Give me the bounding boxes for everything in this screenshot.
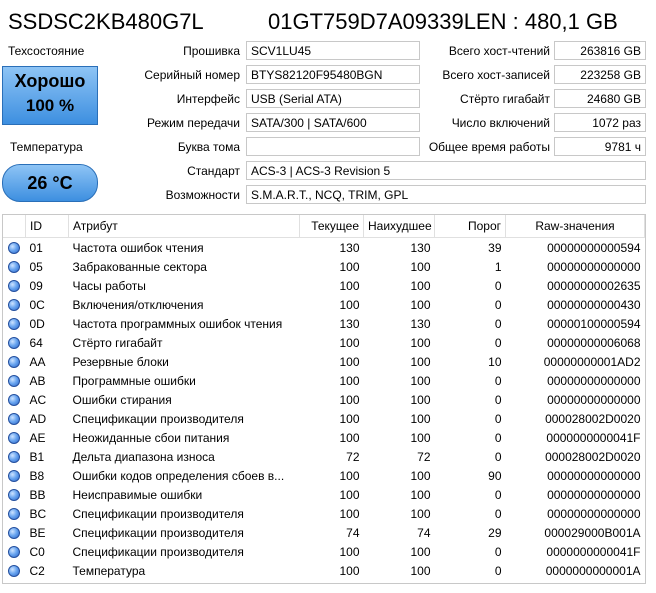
table-row[interactable]	[3, 428, 645, 447]
cell-id: 0D	[29, 316, 45, 331]
cell-id: AB	[29, 373, 46, 388]
cell-threshold: 29	[488, 525, 502, 540]
power-hours-label: Общее время работы	[428, 140, 550, 154]
cell-worst: 100	[410, 354, 431, 369]
table-row[interactable]	[3, 390, 645, 409]
status-dot-icon	[8, 280, 20, 292]
cell-id: C2	[29, 563, 45, 578]
host-writes-label: Всего хост-записей	[442, 68, 550, 82]
host-writes-field: 223258 GB	[554, 65, 646, 84]
cell-id: C0	[29, 544, 45, 559]
firmware-field: SCV1LU45	[246, 41, 420, 60]
cell-attribute: Спецификации производителя	[72, 411, 244, 426]
cell-current: 100	[339, 506, 360, 521]
cell-current: 100	[339, 411, 360, 426]
cell-worst: 100	[410, 487, 431, 502]
status-dot-icon	[8, 337, 20, 349]
cell-id: 01	[29, 240, 43, 255]
cell-raw-value: 0000000000001A	[545, 563, 641, 578]
status-cell	[3, 504, 26, 523]
cell-raw-value: 00000000002635	[547, 278, 641, 293]
cell-current: 100	[339, 373, 360, 388]
table-row[interactable]	[3, 276, 645, 295]
health-status-button[interactable]	[2, 66, 98, 125]
cell-worst: 130	[410, 316, 431, 331]
table-header-row	[3, 215, 645, 238]
table-row[interactable]	[3, 257, 645, 276]
cell-id: 05	[29, 259, 43, 274]
cell-current: 100	[339, 297, 360, 312]
firmware-label: Прошивка	[183, 44, 240, 58]
host-reads-label: Всего хост-чтений	[448, 44, 550, 58]
serial-number-label: Серийный номер	[144, 68, 240, 82]
cell-attribute: Ошибки стирания	[72, 392, 172, 407]
header-worst[interactable]: Наихудшее	[364, 215, 435, 238]
cell-raw-value: 000028002D0020	[545, 449, 641, 464]
cell-attribute: Дельта диапазона износа	[72, 449, 215, 464]
header-attribute[interactable]: Атрибут	[69, 215, 300, 238]
cell-raw-value: 00000000000000	[547, 468, 641, 483]
cell-id: 64	[29, 335, 43, 350]
cell-raw-value: 00000000000000	[547, 392, 641, 407]
status-cell	[3, 542, 26, 561]
status-cell	[3, 466, 26, 485]
cell-raw-value: 000028002D0020	[545, 411, 641, 426]
cell-current: 100	[339, 354, 360, 369]
power-count-field: 1072 раз	[554, 113, 646, 132]
interface-field: USB (Serial ATA)	[246, 89, 420, 108]
cell-raw-value: 00000000006068	[547, 335, 641, 350]
cell-attribute: Частота программных ошибок чтения	[72, 316, 283, 331]
cell-attribute: Неисправимые ошибки	[72, 487, 203, 502]
cell-attribute: Спецификации производителя	[72, 544, 244, 559]
cell-threshold: 39	[488, 240, 502, 255]
table-row[interactable]	[3, 333, 645, 352]
cell-attribute: Программные ошибки	[72, 373, 196, 388]
health-status-text: Хорошо	[14, 71, 86, 91]
cell-current: 100	[339, 259, 360, 274]
cell-threshold: 1	[494, 259, 502, 274]
health-label: Техсостояние	[8, 44, 85, 58]
status-cell	[3, 371, 26, 390]
header-status-column[interactable]	[3, 215, 26, 238]
cell-raw-value: 00000000000000	[547, 506, 641, 521]
cell-raw-value: 00000000000000	[547, 487, 641, 502]
status-cell	[3, 485, 26, 504]
header-id[interactable]: ID	[26, 215, 69, 238]
cell-raw-value: 0000000000041F	[546, 544, 641, 559]
cell-threshold: 0	[494, 506, 502, 521]
cell-id: 0C	[29, 297, 45, 312]
cell-threshold: 0	[494, 563, 502, 578]
cell-raw-value: 00000000000594	[547, 240, 641, 255]
cell-worst: 100	[410, 430, 431, 445]
cell-raw-value: 00000000000000	[547, 373, 641, 388]
cell-worst: 74	[417, 525, 431, 540]
table-row[interactable]	[3, 371, 645, 390]
status-cell	[3, 409, 26, 428]
cell-attribute: Температура	[72, 563, 146, 578]
volume-letter-field	[246, 137, 420, 156]
status-dot-icon	[8, 261, 20, 273]
status-dot-icon	[8, 413, 20, 425]
transfer-mode-label: Режим передачи	[147, 116, 240, 130]
cell-threshold: 0	[494, 392, 502, 407]
cell-threshold: 0	[494, 487, 502, 502]
cell-worst: 100	[410, 411, 431, 426]
cell-attribute: Включения/отключения	[72, 297, 204, 312]
cell-raw-value: 00000000000000	[547, 259, 641, 274]
cell-attribute: Забракованные сектора	[72, 259, 207, 274]
cell-worst: 100	[410, 468, 431, 483]
status-dot-icon	[8, 508, 20, 520]
cell-threshold: 0	[494, 316, 502, 331]
cell-attribute: Часы работы	[72, 278, 146, 293]
cell-current: 100	[339, 468, 360, 483]
power-count-label: Число включений	[451, 116, 550, 130]
standard-label: Стандарт	[187, 164, 240, 178]
cell-raw-value: 000029000B001A	[544, 525, 641, 540]
cell-worst: 100	[410, 259, 431, 274]
status-cell	[3, 295, 26, 314]
cell-current: 100	[339, 430, 360, 445]
status-cell	[3, 314, 26, 333]
status-dot-icon	[8, 299, 20, 311]
table-row[interactable]	[3, 466, 645, 485]
temperature-label: Температура	[10, 140, 83, 154]
host-reads-field: 263816 GB	[554, 41, 646, 60]
cell-threshold: 90	[488, 468, 502, 483]
cell-worst: 100	[410, 392, 431, 407]
smart-table[interactable]	[2, 214, 646, 584]
erased-gb-label: Стёрто гигабайт	[460, 92, 550, 106]
status-dot-icon	[8, 527, 20, 539]
cell-attribute: Спецификации производителя	[72, 525, 244, 540]
status-dot-icon	[8, 470, 20, 482]
cell-threshold: 0	[494, 373, 502, 388]
status-cell	[3, 390, 26, 409]
table-row[interactable]	[3, 238, 645, 258]
cell-worst: 130	[410, 240, 431, 255]
table-row[interactable]	[3, 485, 645, 504]
cell-attribute: Резервные блоки	[72, 354, 169, 369]
interface-label: Интерфейс	[176, 92, 240, 106]
cell-raw-value: 00000100000594	[547, 316, 641, 331]
volume-letter-label: Буква тома	[177, 140, 240, 154]
standard-field: ACS-3 | ACS-3 Revision 5	[246, 161, 646, 180]
cell-id: AA	[29, 354, 46, 369]
status-dot-icon	[8, 565, 20, 577]
cell-current: 74	[346, 525, 360, 540]
status-dot-icon	[8, 242, 20, 254]
status-dot-icon	[8, 451, 20, 463]
cell-threshold: 0	[494, 430, 502, 445]
cell-threshold: 0	[494, 335, 502, 350]
table-row[interactable]	[3, 314, 645, 333]
cell-worst: 100	[410, 563, 431, 578]
table-row[interactable]	[3, 409, 645, 428]
cell-id: B8	[29, 468, 45, 483]
header-raw-values[interactable]: Raw-значения	[506, 215, 645, 238]
features-field: S.M.A.R.T., NCQ, TRIM, GPL	[246, 185, 646, 204]
cell-worst: 100	[410, 544, 431, 559]
status-dot-icon	[8, 432, 20, 444]
cell-attribute: Ошибки кодов определения сбоев в...	[72, 468, 285, 483]
cell-threshold: 0	[494, 544, 502, 559]
cell-threshold: 0	[494, 449, 502, 464]
cell-current: 130	[339, 316, 360, 331]
cell-current: 100	[339, 335, 360, 350]
cell-threshold: 0	[494, 278, 502, 293]
cell-threshold: 0	[494, 411, 502, 426]
cell-current: 100	[339, 487, 360, 502]
cell-current: 100	[339, 563, 360, 578]
cell-worst: 100	[410, 278, 431, 293]
cell-id: 09	[29, 278, 43, 293]
status-cell	[3, 238, 26, 258]
status-dot-icon	[8, 394, 20, 406]
cell-attribute: Неожиданные сбои питания	[72, 430, 230, 445]
status-dot-icon	[8, 375, 20, 387]
cell-worst: 100	[410, 297, 431, 312]
cell-attribute: Спецификации производителя	[72, 506, 244, 521]
table-row[interactable]	[3, 447, 645, 466]
status-cell	[3, 276, 26, 295]
status-cell	[3, 257, 26, 276]
cell-id: BC	[29, 506, 47, 521]
erased-gb-field: 24680 GB	[554, 89, 646, 108]
status-cell	[3, 447, 26, 466]
table-row[interactable]	[3, 523, 645, 542]
header-threshold[interactable]: Порог	[435, 215, 506, 238]
cell-current: 130	[339, 240, 360, 255]
cell-id: B1	[29, 449, 45, 464]
cell-current: 72	[346, 449, 360, 464]
status-cell	[3, 523, 26, 542]
cell-attribute: Стёрто гигабайт	[72, 335, 163, 350]
table-row[interactable]	[3, 295, 645, 314]
serial-number-field: BTYS82120F95480BGN	[246, 65, 420, 84]
cell-current: 100	[339, 392, 360, 407]
status-cell	[3, 428, 26, 447]
cell-current: 100	[339, 544, 360, 559]
cell-threshold: 10	[488, 354, 502, 369]
features-label: Возможности	[165, 188, 240, 202]
cell-id: AE	[29, 430, 46, 445]
cell-raw-value: 00000000001AD2	[543, 354, 641, 369]
health-percent: 100 %	[25, 96, 75, 115]
cell-id: AC	[29, 392, 47, 407]
cell-raw-value: 00000000000430	[547, 297, 641, 312]
cell-id: AD	[29, 411, 47, 426]
transfer-mode-field: SATA/300 | SATA/600	[246, 113, 420, 132]
cell-id: BB	[29, 487, 46, 502]
drive-model: SSDSC2KB480G7L	[8, 9, 204, 34]
status-cell	[3, 352, 26, 371]
cell-worst: 100	[410, 373, 431, 388]
cell-worst: 100	[410, 506, 431, 521]
temperature-status-button[interactable]: 26 °C	[2, 164, 98, 202]
header-current[interactable]: Текущее	[300, 215, 364, 238]
status-cell	[3, 333, 26, 352]
table-row[interactable]	[3, 352, 645, 371]
status-dot-icon	[8, 489, 20, 501]
cell-threshold: 0	[494, 297, 502, 312]
cell-worst: 72	[417, 449, 431, 464]
status-dot-icon	[8, 546, 20, 558]
cell-id: BE	[29, 525, 46, 540]
cell-raw-value: 0000000000041F	[546, 430, 641, 445]
status-dot-icon	[8, 356, 20, 368]
cell-current: 100	[339, 278, 360, 293]
power-hours-field: 9781 ч	[554, 137, 646, 156]
table-row[interactable]	[3, 561, 645, 580]
drive-serial-capacity: 01GT759D7A09339LEN : 480,1 GB	[268, 9, 618, 34]
cell-attribute: Частота ошибок чтения	[72, 240, 204, 255]
table-row[interactable]	[3, 542, 645, 561]
table-row[interactable]	[3, 504, 645, 523]
status-dot-icon	[8, 318, 20, 330]
status-cell	[3, 561, 26, 580]
cell-worst: 100	[410, 335, 431, 350]
